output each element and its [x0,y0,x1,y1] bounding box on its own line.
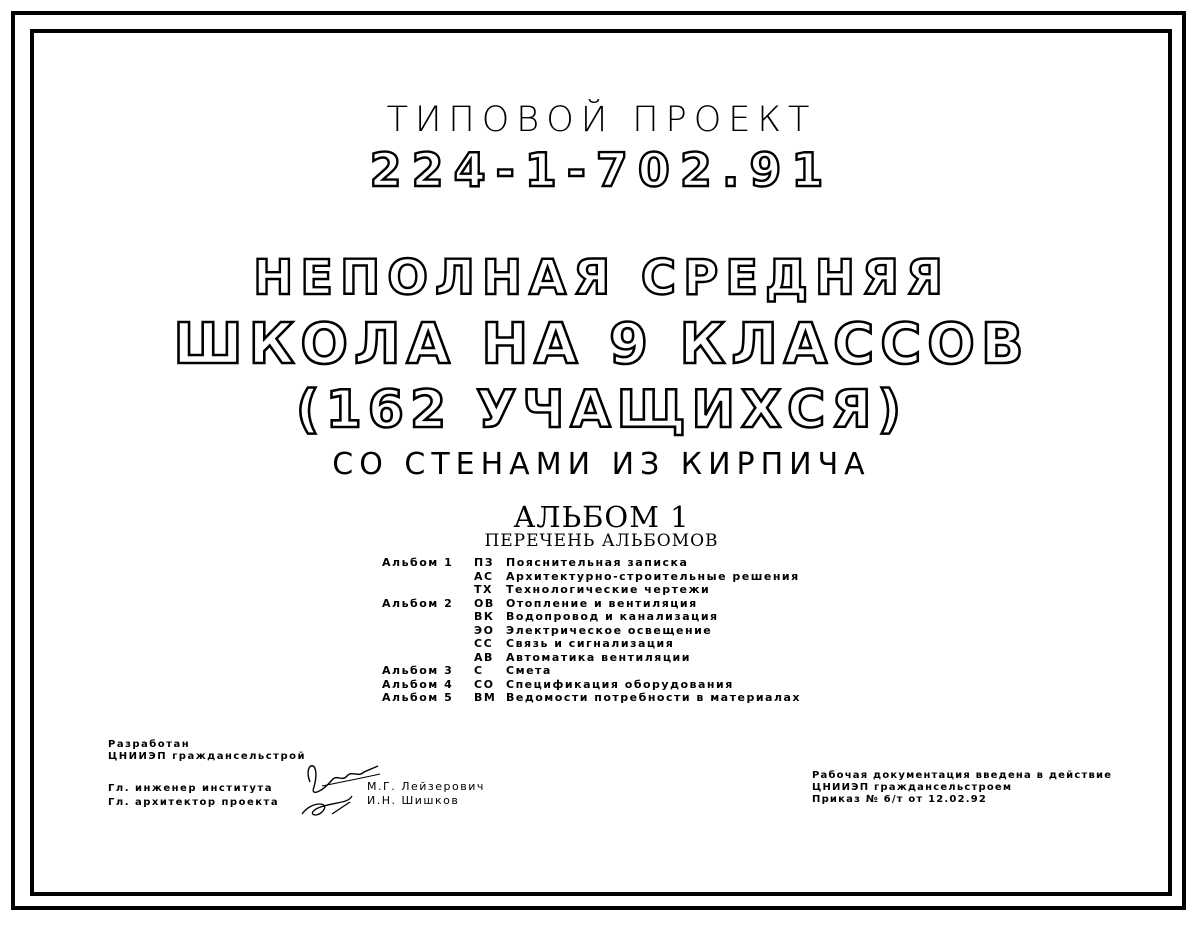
developer-org: ЦНИИЭП граждансельстрой [108,751,307,762]
album-row [382,610,801,624]
album-row [382,556,801,570]
album-list-heading: ПЕРЕЧЕНЬ АЛЬБОМОВ [484,531,719,551]
album-title: Связь и сигнализация [506,637,675,650]
album-number [382,570,474,584]
album-code: АВ [474,650,494,664]
album-number: Альбом 2 [382,596,454,610]
order-block [812,770,1112,806]
album-row [382,678,801,692]
staff-roles [108,782,279,810]
album-title: Смета [506,664,552,677]
album-number [382,624,474,638]
album-title: Спецификация оборудования [506,677,734,691]
title-line-4: СО СТЕНАМИ ИЗ КИРПИЧА [332,447,871,482]
staff-names [367,780,485,808]
order-line: ЦНИИЭП граждансельстроем [812,782,1013,793]
staff-name: И.Н. Шишков [367,794,460,807]
album-title: Ведомости потребности в материалах [506,691,802,704]
title-line-2: ШКОЛА НА 9 КЛАССОВ [173,312,1030,377]
album-code: ОВ [474,596,495,610]
album-code: ВК [474,610,495,623]
album-number [382,583,474,597]
album-heading: АЛЬБОМ 1 [513,500,690,534]
album-row [382,583,801,597]
order-line: Рабочая документация введена в действие [812,770,1113,781]
title-line-3: (162 УЧАЩИХСЯ) [295,380,908,440]
album-number: Альбом 5 [382,691,454,704]
album-number: Альбом 1 [382,556,454,569]
album-code: ВМ [474,691,497,704]
album-number [382,651,474,665]
album-row [382,691,801,705]
album-row [382,570,801,584]
album-number: Альбом 3 [382,664,454,677]
album-row [382,597,801,611]
album-code: СО [474,677,495,691]
project-type-label: ТИПОВОЙ ПРОЕКТ [386,100,817,140]
album-title: Электрическое освещение [506,623,713,637]
album-title: Водопровод и канализация [506,610,719,623]
title-line-1: НЕПОЛНАЯ СРЕДНЯЯ [253,250,950,306]
album-row [382,651,801,665]
staff-name: М.Г. Лейзерович [367,780,485,793]
album-code: СС [474,637,494,650]
order-line: Приказ № 6/т от 12.02.92 [812,794,988,805]
album-title: Пояснительная записка [506,556,689,569]
album-title: Автоматика вентиляции [506,650,691,664]
album-row [382,624,801,638]
album-code: АС [474,569,494,583]
staff-role: Гл. инженер института [108,783,273,794]
project-number: 224-1-702.91 [369,143,834,197]
developer-label: Разработан [108,739,191,750]
album-number [382,637,474,651]
album-number: Альбом 4 [382,677,454,691]
album-list [382,556,801,705]
album-title: Технологические чертежи [506,583,711,596]
album-title: Отопление и вентиляция [506,596,698,610]
album-code: С [474,664,484,677]
staff-role: Гл. архитектор проекта [108,797,280,808]
album-row [382,637,801,651]
album-code: ПЗ [474,556,495,569]
album-row [382,664,801,678]
album-code: ЭО [474,623,495,637]
album-code: ТХ [474,583,493,596]
developer-block [108,739,306,763]
album-title: Архитектурно-строительные решения [506,569,800,583]
album-number [382,610,474,624]
